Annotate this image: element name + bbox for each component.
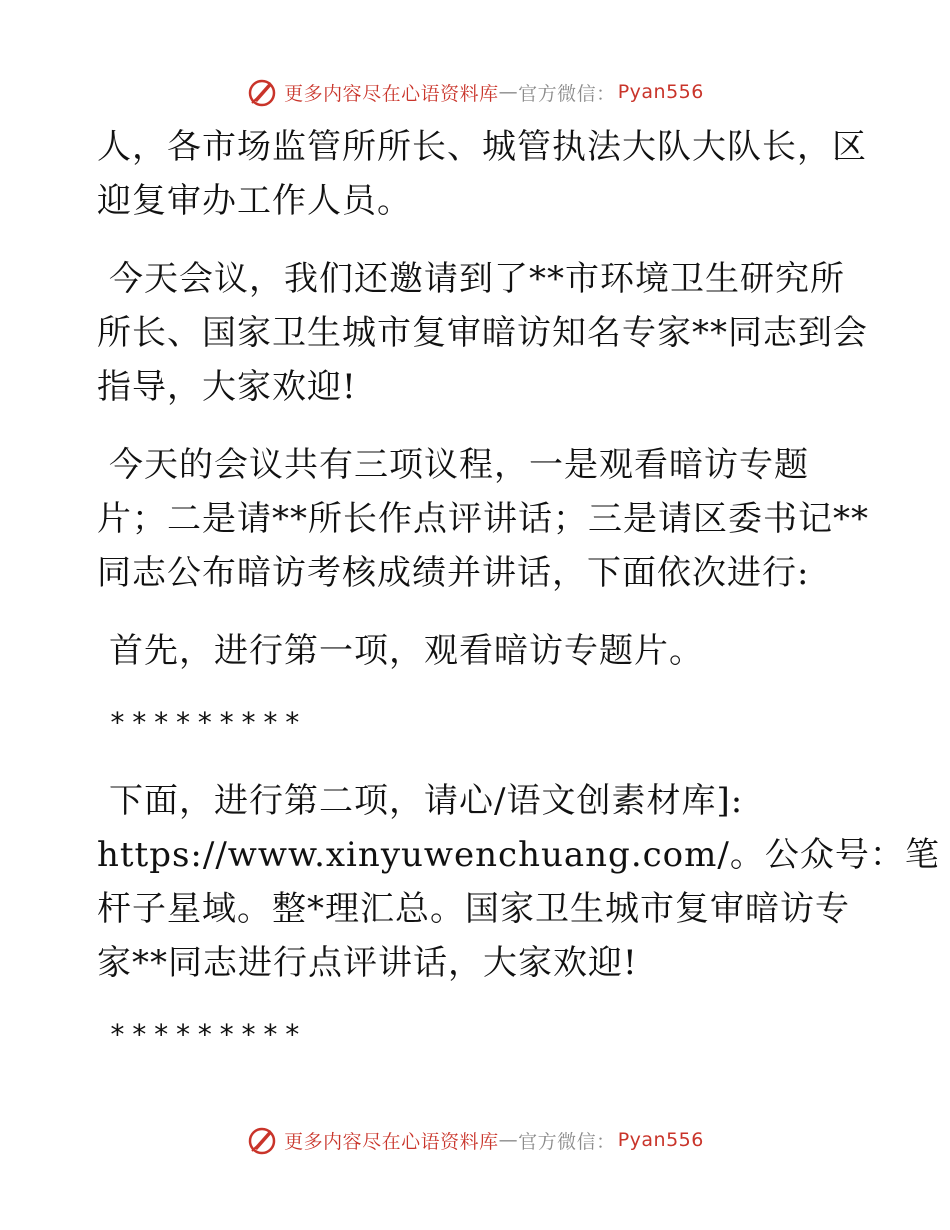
- separator-stars: [97, 1008, 857, 1062]
- footer-watermark: [0, 1118, 950, 1162]
- header-watermark: [0, 70, 950, 114]
- quill-logo-icon: [246, 76, 278, 108]
- watermark-main-text: 更多内容尽在心语资料库: [284, 1130, 499, 1153]
- text-line: *********: [109, 1018, 306, 1051]
- text-line: 家**同志进行点评讲话，大家欢迎!: [97, 943, 638, 983]
- watermark-main-text: 更多内容尽在心语资料库: [284, 82, 499, 105]
- document-body: [97, 120, 940, 1062]
- watermark-wechat-id: Pyan556: [617, 81, 704, 103]
- watermark-dash: —: [498, 1129, 519, 1151]
- text-line: https://www.xinyuwenchuang.com/。公众号：笔: [97, 835, 940, 875]
- text-line: 所长、国家卫生城市复审暗访知名专家**同志到会: [97, 313, 868, 353]
- watermark-wechat-id: Pyan556: [617, 1129, 704, 1151]
- text-line: 迎复审办工作人员。: [97, 181, 412, 221]
- quill-logo-icon: [246, 1124, 278, 1156]
- text-line: 片；二是请**所长作点评讲话；三是请区委书记**: [97, 499, 869, 539]
- text-line: 同志公布暗访考核成绩并讲话，下面依次进行:: [97, 553, 810, 593]
- watermark-dash: —: [498, 81, 519, 103]
- text-line: 杆子星域。整*理汇总。国家卫生城市复审暗访专: [97, 889, 850, 929]
- watermark-official-label: 官方微信：: [518, 82, 616, 105]
- text-line: *********: [109, 706, 306, 739]
- paragraph-attendees: [97, 120, 867, 228]
- text-line: 今天会议，我们还邀请到了**市环境卫生研究所: [109, 259, 845, 299]
- watermark-official-label: 官方微信：: [518, 1130, 616, 1153]
- separator-stars: [97, 696, 857, 750]
- text-line: 指导，大家欢迎!: [97, 367, 357, 407]
- paragraph-item-one: [97, 624, 857, 678]
- text-line: 人，各市场监管所所长、城管执法大队大队长，区: [97, 127, 867, 167]
- text-line: 首先，进行第一项，观看暗访专题片。: [109, 631, 704, 671]
- text-line: 今天的会议共有三项议程，一是观看暗访专题: [109, 445, 809, 485]
- paragraph-item-two: [97, 774, 940, 990]
- text-line: 下面，进行第二项，请心/语文创素材库]:: [109, 781, 744, 821]
- paragraph-agenda: [97, 438, 869, 600]
- paragraph-guest-intro: [97, 252, 868, 414]
